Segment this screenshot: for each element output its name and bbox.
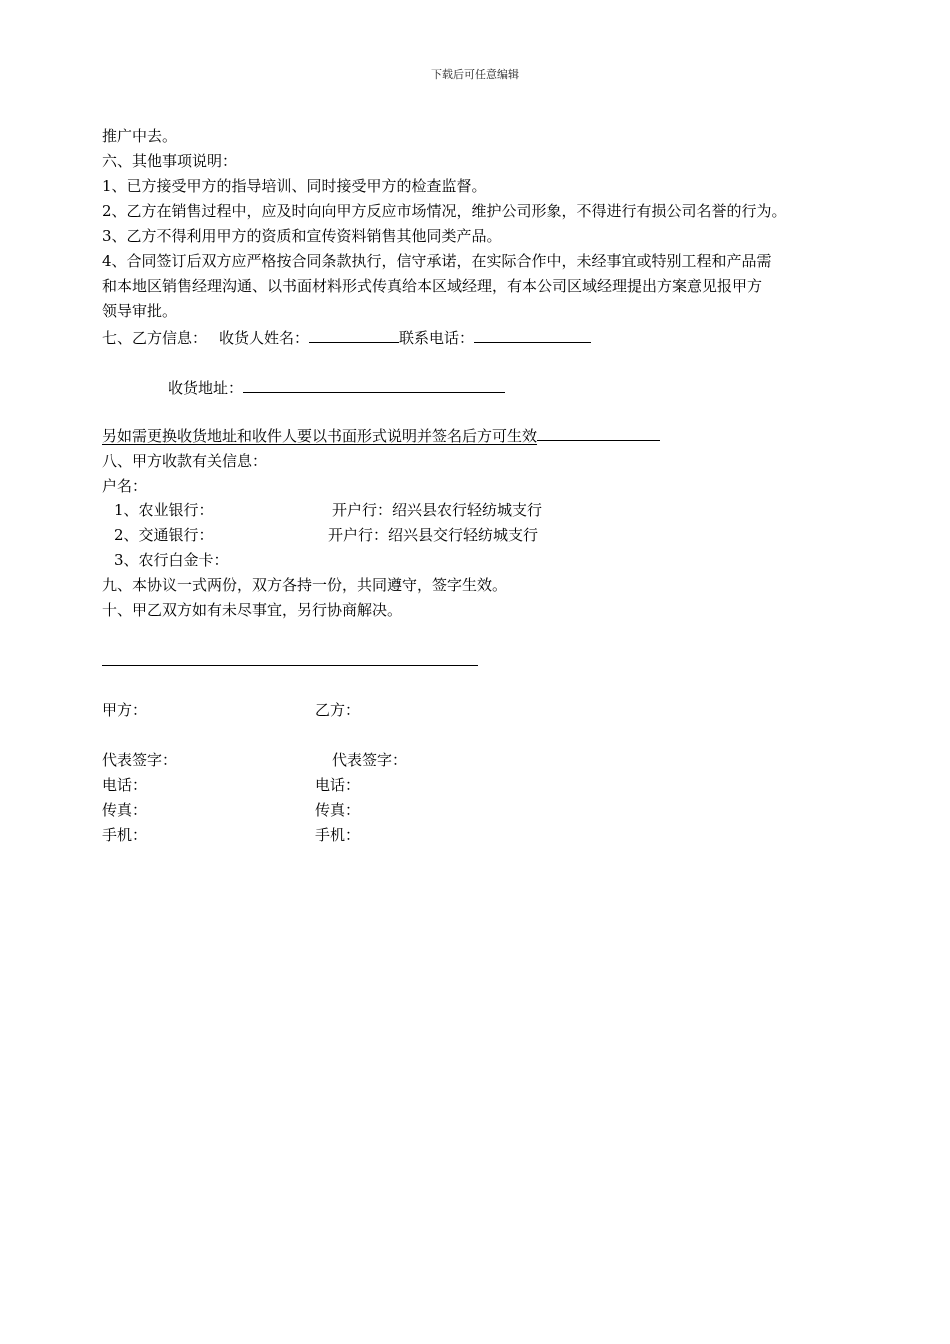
bank-2: 2、交通银行： [114,526,214,544]
section-eight-title: 八、甲方收款有关信息： [102,452,268,470]
fax-a-label: 传真： [102,801,148,819]
party-b-label: 乙方： [315,701,361,719]
mobile-b-label: 手机： [315,826,361,844]
notice-row [102,426,660,446]
bank-1: 1、农业银行： [114,501,214,519]
receiver-name-blank[interactable] [309,326,399,343]
section-ten: 十、甲乙双方如有未尽事宜，另行协商解决。 [102,601,403,619]
receiver-name-label: 收货人姓名： [219,329,310,347]
bank-2-branch: 开户行：绍兴县交行轻纺城支行 [328,526,539,544]
receiver-phone-label: 联系电话： [399,329,475,347]
bank-3: 3、农行白金卡： [114,551,229,569]
item-6-4-line2: 和本地区销售经理沟通、以书面材料形式传真给本区域经理，有本公司区域经理提出方案意见报甲方 [102,277,763,295]
section-nine: 九、本协议一式两份，双方各持一份，共同遵守，签字生效。 [102,576,508,594]
notice-text: 另如需更换收货地址和收件人要以书面形式说明并签名后方可生效 [102,427,538,445]
rep-a-label: 代表签字： [102,751,178,769]
party-a-label: 甲方： [102,701,148,719]
notice-trailing-underline [537,426,660,441]
item-6-4-line1: 4、合同签订后双方应严格按合同条款执行，信守承诺，在实际合作中，未经事宜或特别工程和产品需 [102,252,772,270]
section-six-title: 六、其他事项说明： [102,152,238,170]
mobile-a-label: 手机： [102,826,148,844]
address-blank[interactable] [243,376,505,393]
item-6-2: 2、乙方在销售过程中，应及时向向甲方反应市场情况，维护公司形象，不得进行有损公司名誉的行为。 [102,202,787,220]
item-6-4-line3: 领导审批。 [102,302,178,320]
phone-a-label: 电话： [102,776,148,794]
rep-b-label: 代表签字： [332,751,408,769]
paragraph-line: 推广中去。 [102,127,178,145]
page-header: 下载后可任意编辑 [431,68,519,81]
fax-b-label: 传真： [315,801,361,819]
bank-1-branch: 开户行：绍兴县农行轻纺城支行 [332,501,543,519]
section-seven-row [102,326,591,348]
item-6-3: 3、乙方不得利用甲方的资质和宣传资料销售其他同类产品。 [102,227,502,245]
phone-b-label: 电话： [315,776,361,794]
receiver-phone-blank[interactable] [474,326,591,343]
address-row [168,376,505,398]
address-label: 收货地址： [168,379,244,397]
section-seven-title: 七、乙方信息： [102,329,208,347]
item-6-1: 1、已方接受甲方的指导培训、同时接受甲方的检查监督。 [102,177,487,195]
signature-divider [102,665,478,666]
account-name: 户名： [102,477,148,495]
